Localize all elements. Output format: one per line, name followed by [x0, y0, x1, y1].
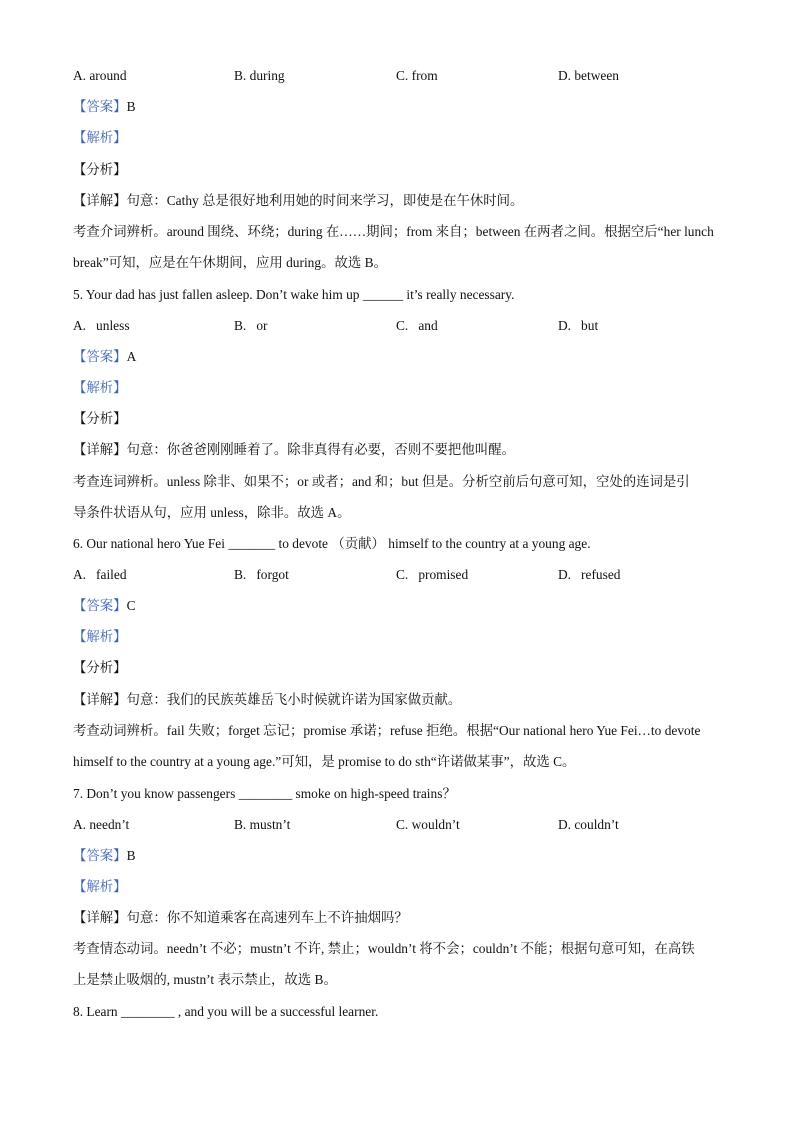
q5-option-a: A. unless: [73, 318, 130, 333]
q6-detail: 【详解】句意：我们的民族英雄岳飞小时候就许诺为国家做贡献。: [73, 692, 462, 707]
q5-analysis-tag: 【解析】: [73, 380, 127, 395]
q4-detail: 【详解】句意：Cathy 总是很好地利用她的时间来学习，即使是在午休时间。: [73, 193, 524, 208]
q6-explain-2: himself to the country at a young age.”可知，是 promise to do sth“许诺做某事”，故选 C。: [73, 754, 576, 769]
q6-option-d: D. refused: [558, 567, 621, 582]
q6-fenxi: 【分析】: [73, 660, 127, 675]
q5-answer: [73, 348, 136, 366]
q8-stem: 8. Learn ________ , and you will be a successful learner.: [73, 1004, 379, 1019]
q4-option-c: C. from: [396, 68, 438, 83]
q4-option-a: A. around: [73, 68, 127, 83]
q6-option-c: C. promised: [396, 567, 469, 582]
q6-option-b: B. forgot: [234, 567, 289, 582]
q7-stem: 7. Don’t you know passengers ________ smoke on high-speed trains？: [73, 786, 456, 801]
q5-explain-1: 考查连词辨析。unless 除非、如果不；or 或者；and 和；but 但是。分析空前后句意可知，空处的连词是引: [73, 474, 690, 489]
q7-option-b: B. mustn’t: [234, 817, 291, 832]
q6-stem: 6. Our national hero Yue Fei _______ to devote （贡献） himself to the country at a young age.: [73, 536, 591, 551]
q7-detail: 【详解】句意：你不知道乘客在高速列车上不许抽烟吗？: [73, 910, 408, 925]
q5-option-d: D. but: [558, 318, 599, 333]
q7-options: [73, 816, 733, 834]
q6-answer: [73, 597, 136, 615]
q4-explain-1: 考查介词辨析。around 围绕、环绕；during 在……期间；from 来自；between 在两者之间。根据空后“her lunch: [73, 224, 714, 239]
answer-value: B: [126, 848, 136, 863]
q5-options: [73, 317, 733, 335]
answer-tag: 【答案】: [73, 99, 127, 114]
answer-tag: 【答案】: [73, 349, 127, 364]
q5-fenxi: 【分析】: [73, 411, 127, 426]
answer-tag: 【答案】: [73, 598, 127, 613]
q7-answer: [73, 847, 136, 865]
q5-explain-2: 导条件状语从句，应用 unless，除非。故选 A。: [73, 505, 351, 520]
q7-option-c: C. wouldn’t: [396, 817, 460, 832]
q6-explain-1: 考查动词辨析。fail 失败；forget 忘记；promise 承诺；refuse 拒绝。根据“Our national hero Yue Fei…to devote: [73, 723, 701, 738]
q4-option-b: B. during: [234, 68, 285, 83]
answer-value: C: [126, 598, 136, 613]
q4-analysis-tag: 【解析】: [73, 130, 127, 145]
answer-value: B: [126, 99, 136, 114]
q7-explain-1: 考查情态动词。needn’t 不必；mustn’t 不许, 禁止；wouldn’t 将不会；couldn’t 不能；根据句意可知，在高铁: [73, 941, 695, 956]
q4-explain-2: break”可知，应是在午休期间，应用 during。故选 B。: [73, 255, 387, 270]
q5-option-b: B. or: [234, 318, 268, 333]
answer-value: A: [126, 349, 137, 364]
q6-options: [73, 566, 733, 584]
q5-stem: 5. Your dad has just fallen asleep. Don’t wake him up ______ it’s really necessary.: [73, 287, 515, 302]
q7-option-d: D. couldn’t: [558, 817, 619, 832]
q4-answer: [73, 98, 136, 116]
q7-analysis-tag: 【解析】: [73, 879, 127, 894]
q5-detail: 【详解】句意：你爸爸刚刚睡着了。除非真得有必要，否则不要把他叫醒。: [73, 442, 515, 457]
q6-option-a: A. failed: [73, 567, 127, 582]
q4-option-d: D. between: [558, 68, 619, 83]
answer-tag: 【答案】: [73, 848, 127, 863]
q5-option-c: C. and: [396, 318, 438, 333]
q7-option-a: A. needn’t: [73, 817, 130, 832]
q4-options: [73, 67, 733, 85]
q7-explain-2: 上是禁止吸烟的, mustn’t 表示禁止，故选 B。: [73, 972, 337, 987]
q6-analysis-tag: 【解析】: [73, 629, 127, 644]
q4-fenxi: 【分析】: [73, 162, 127, 177]
